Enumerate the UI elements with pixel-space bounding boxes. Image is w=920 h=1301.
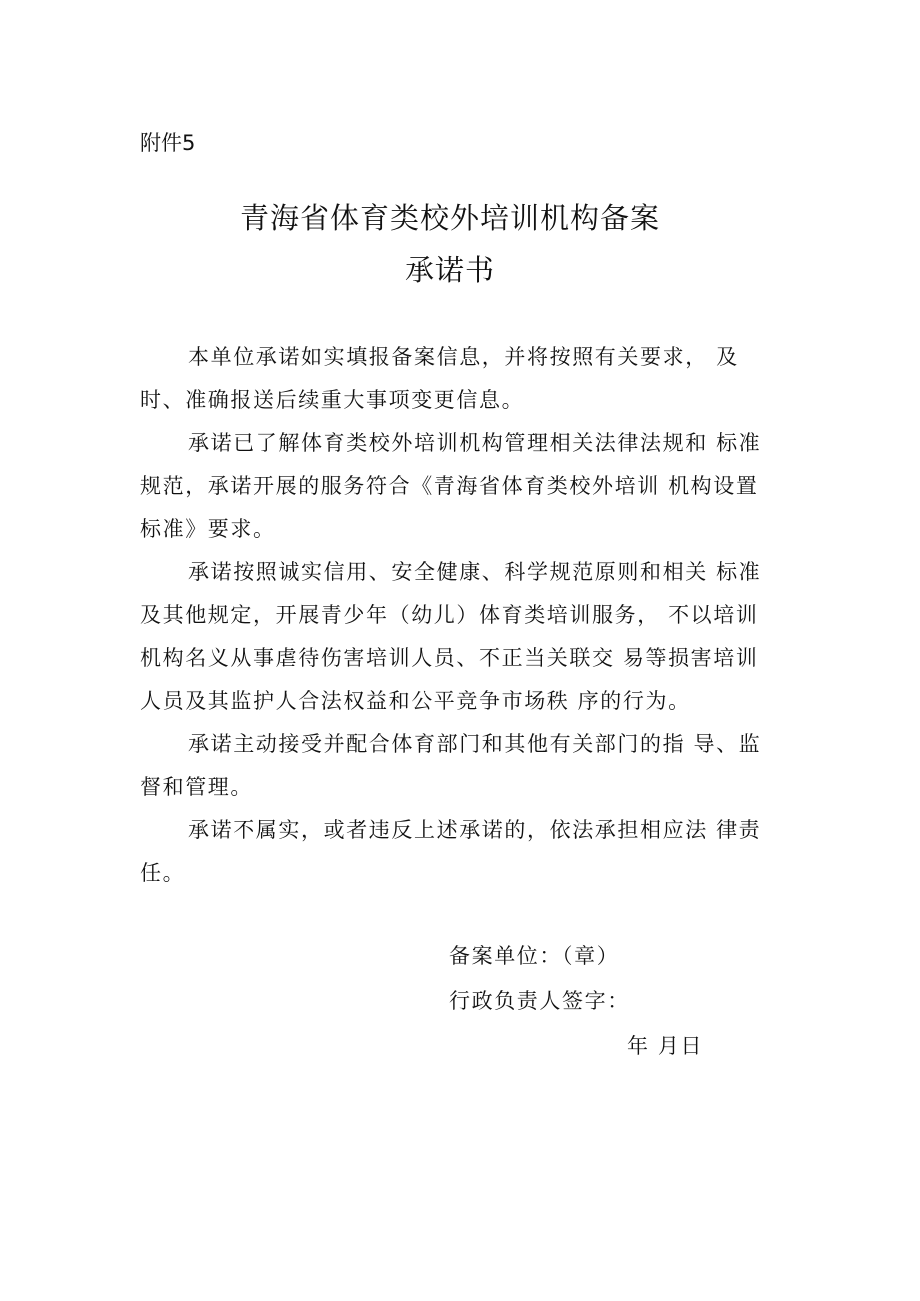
document-title-line1: 青海省体育类校外培训机构备案 [239, 201, 660, 235]
document-body [140, 336, 780, 895]
paragraph-4: 承诺主动接受并配合体育部门和其他有关部门的指 导、监督和管理。 [140, 732, 762, 799]
paragraph-5: 承诺不属实，或者违反上述承诺的，依法承担相应法 律责任。 [140, 818, 762, 885]
signature-date: 年 月日 [627, 1034, 704, 1058]
document-title-line2: 承诺书 [404, 253, 495, 287]
signature-responsible-person: 行政负责人签字： [449, 989, 630, 1013]
attachment-label: 附件5 [140, 131, 196, 155]
signature-unit: 备案单位：（章） [449, 944, 620, 968]
paragraph-2: 承诺已了解体育类校外培训机构管理相关法律法规和 标准规范，承诺开展的服务符合《青海省体育类校外培训 机构设置标准》要求。 [140, 431, 762, 541]
paragraph-1: 本单位承诺如实填报备案信息，并将按照有关要求， 及时、准确报送后续重大事项变更信息。 [140, 345, 739, 412]
paragraph-3: 承诺按照诚实信用、安全健康、科学规范原则和相关 标准及其他规定，开展青少年（幼儿）体育类培训服务， 不以培训机构名义从事虐待伤害培训人员、不正当关联交 易等损害培训人员及其监护人合法权益和公平竞争市场秩 序的行为。 [140, 560, 762, 713]
